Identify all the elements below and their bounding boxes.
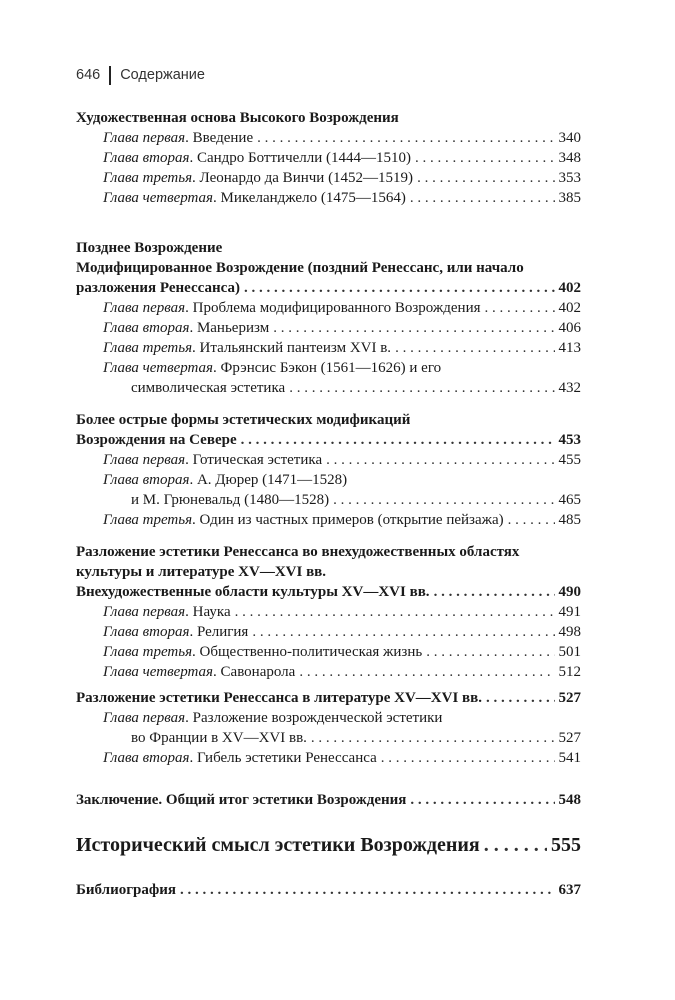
- toc-entry-conclusion[interactable]: [76, 790, 581, 810]
- toc-entry[interactable]: [76, 642, 581, 662]
- page-ref: 491: [558, 604, 581, 620]
- chapter-label: Глава четвертая: [103, 190, 214, 206]
- page-ref: 541: [558, 750, 581, 766]
- chapter-title: . Маньеризм: [189, 320, 270, 336]
- chapter-label: Глава третья: [103, 170, 193, 186]
- dot-leader: [410, 188, 555, 208]
- dot-leader: [299, 662, 554, 682]
- dot-leader: [241, 430, 555, 450]
- page-ref: 527: [558, 730, 581, 746]
- page-ref: 402: [558, 280, 581, 296]
- chapter-title: . Религия: [189, 624, 249, 640]
- page-ref: 453: [558, 432, 581, 448]
- header-section-title: Содержание: [120, 67, 205, 83]
- page-ref: 340: [558, 130, 581, 146]
- toc-entry[interactable]: [76, 188, 581, 208]
- toc-subheading: Внехудожественные области культуры XV—XVI вв.: [76, 584, 430, 600]
- chapter-title: . Фрэнсис Бэкон (1561—1626) и его: [213, 360, 442, 376]
- dot-leader: [485, 298, 555, 318]
- chapter-label: Глава вторая: [103, 624, 190, 640]
- toc-entry[interactable]: [76, 622, 581, 642]
- page-ref: 406: [558, 320, 581, 336]
- page-ref: 413: [558, 340, 581, 356]
- toc-heading: Библиография: [76, 882, 177, 898]
- toc-entry-bibliography[interactable]: [76, 880, 581, 900]
- chapter-title-cont: символическая эстетика: [131, 380, 286, 396]
- chapter-title: . Леонардо да Винчи (1452—1519): [192, 170, 414, 186]
- chapter-label: Глава третья: [103, 644, 193, 660]
- chapter-label: Глава вторая: [103, 150, 190, 166]
- header-divider: [109, 66, 111, 85]
- page-ref: 432: [558, 380, 581, 396]
- toc-entry[interactable]: [76, 318, 581, 338]
- chapter-title: . Разложение возрожденческой эстетики: [185, 710, 443, 726]
- chapter-title: . Готическая эстетика: [185, 452, 323, 468]
- toc-heading-cont: Возрождения на Севере: [76, 432, 237, 448]
- toc-heading: Заключение. Общий итог эстетики Возрождения: [76, 792, 407, 808]
- dot-leader: [311, 728, 555, 748]
- page-number: 646: [76, 67, 101, 83]
- toc-entry[interactable]: [76, 298, 581, 318]
- chapter-title: . Сандро Боттичелли (1444—1510): [189, 150, 412, 166]
- dot-leader: [486, 688, 555, 708]
- toc-entry-first-line[interactable]: [76, 358, 581, 378]
- chapter-title: . Наука: [185, 604, 231, 620]
- dot-leader: [244, 278, 555, 298]
- toc-entry[interactable]: [76, 378, 581, 398]
- toc-entry[interactable]: [76, 728, 581, 748]
- dot-leader: [381, 748, 555, 768]
- toc-heading: Модифицированное Возрождение (поздний Ренессанс, или начало: [76, 260, 524, 276]
- toc-entry-major[interactable]: [76, 832, 581, 858]
- page-ref: 501: [558, 644, 581, 660]
- chapter-title: . Введение: [185, 130, 254, 146]
- page-ref: 353: [558, 170, 581, 186]
- page-ref: 637: [558, 882, 581, 898]
- toc-entry[interactable]: [76, 748, 581, 768]
- toc-entry[interactable]: [76, 430, 581, 450]
- chapter-title: . Один из частных примеров (открытие пейзажа): [192, 512, 504, 528]
- dot-leader: [426, 642, 554, 662]
- toc-entry[interactable]: [76, 582, 581, 602]
- chapter-label: Глава четвертая: [103, 664, 214, 680]
- toc-entry[interactable]: [76, 602, 581, 622]
- toc-entry[interactable]: [76, 278, 581, 298]
- toc-entry-first-line[interactable]: [76, 470, 581, 490]
- toc-major-heading: Исторический смысл эстетики Возрождения: [76, 834, 480, 856]
- chapter-label: Глава третья: [103, 512, 193, 528]
- dot-leader: [434, 582, 555, 602]
- dot-leader: [180, 880, 554, 900]
- dot-leader: [395, 338, 554, 358]
- chapter-title-cont: и М. Грюневальд (1480—1528): [131, 492, 330, 508]
- toc-heading-cont: разложения Ренессанса): [76, 280, 240, 296]
- toc-entry[interactable]: [76, 490, 581, 510]
- chapter-title: . А. Дюрер (1471—1528): [189, 472, 348, 488]
- toc-entry[interactable]: [76, 338, 581, 358]
- chapter-title-cont: во Франции в XV—XVI вв.: [131, 730, 307, 746]
- running-header: [76, 64, 205, 86]
- chapter-title: . Проблема модифицированного Возрождения: [185, 300, 481, 316]
- chapter-label: Глава вторая: [103, 750, 190, 766]
- chapter-title: . Итальянский пантеизм XVI в.: [192, 340, 392, 356]
- dot-leader: [410, 790, 554, 810]
- toc-entry-first-line[interactable]: [76, 708, 581, 728]
- chapter-label: Глава первая: [103, 300, 186, 316]
- toc-entry[interactable]: [76, 168, 581, 188]
- page-ref: 555: [551, 834, 581, 856]
- dot-leader: [333, 490, 554, 510]
- chapter-label: Глава вторая: [103, 472, 190, 488]
- dot-leader: [508, 510, 555, 530]
- page-ref: 455: [558, 452, 581, 468]
- page-ref: 527: [558, 690, 581, 706]
- table-of-contents: [76, 108, 581, 900]
- chapter-label: Глава первая: [103, 130, 186, 146]
- chapter-label: Глава четвертая: [103, 360, 214, 376]
- page-ref: 498: [558, 624, 581, 640]
- toc-heading: Художественная основа Высокого Возрождения: [76, 110, 399, 126]
- chapter-title: . Общественно-политическая жизнь: [192, 644, 423, 660]
- toc-entry[interactable]: [76, 662, 581, 682]
- dot-leader: [289, 378, 554, 398]
- chapter-title: . Микеланджело (1475—1564): [213, 190, 406, 206]
- dot-leader: [235, 602, 555, 622]
- toc-heading: Разложение эстетики Ренессанса во внехудожественных областях: [76, 544, 520, 560]
- toc-heading-cont: культуры и литературе XV—XVI вв.: [76, 564, 327, 580]
- chapter-label: Глава третья: [103, 340, 193, 356]
- page-ref: 485: [558, 512, 581, 528]
- toc-entry[interactable]: [76, 450, 581, 470]
- chapter-label: Глава первая: [103, 604, 186, 620]
- dot-leader: [273, 318, 554, 338]
- chapter-title: . Гибель эстетики Ренессанса: [189, 750, 377, 766]
- page-ref: 385: [558, 190, 581, 206]
- chapter-label: Глава первая: [103, 452, 186, 468]
- page-ref: 465: [558, 492, 581, 508]
- toc-entry[interactable]: [76, 148, 581, 168]
- page-ref: 548: [558, 792, 581, 808]
- toc-entry[interactable]: [76, 128, 581, 148]
- dot-leader: [415, 148, 554, 168]
- chapter-label: Глава первая: [103, 710, 186, 726]
- page-ref: 348: [558, 150, 581, 166]
- toc-subheading: Разложение эстетики Ренессанса в литературе XV—XVI вв.: [76, 690, 482, 706]
- page-ref: 512: [558, 664, 581, 680]
- toc-heading: Более острые формы эстетических модификаций: [76, 412, 411, 428]
- dot-leader: [257, 128, 554, 148]
- dot-leader: [326, 450, 554, 470]
- dot-leader: [484, 832, 547, 858]
- chapter-label: Глава вторая: [103, 320, 190, 336]
- chapter-title: . Савонарола: [213, 664, 296, 680]
- dot-leader: [252, 622, 554, 642]
- page-ref: 402: [558, 300, 581, 316]
- toc-entry[interactable]: [76, 688, 581, 708]
- toc-part-heading: Позднее Возрождение: [76, 240, 223, 256]
- dot-leader: [417, 168, 554, 188]
- page-ref: 490: [558, 584, 581, 600]
- toc-entry[interactable]: [76, 510, 581, 530]
